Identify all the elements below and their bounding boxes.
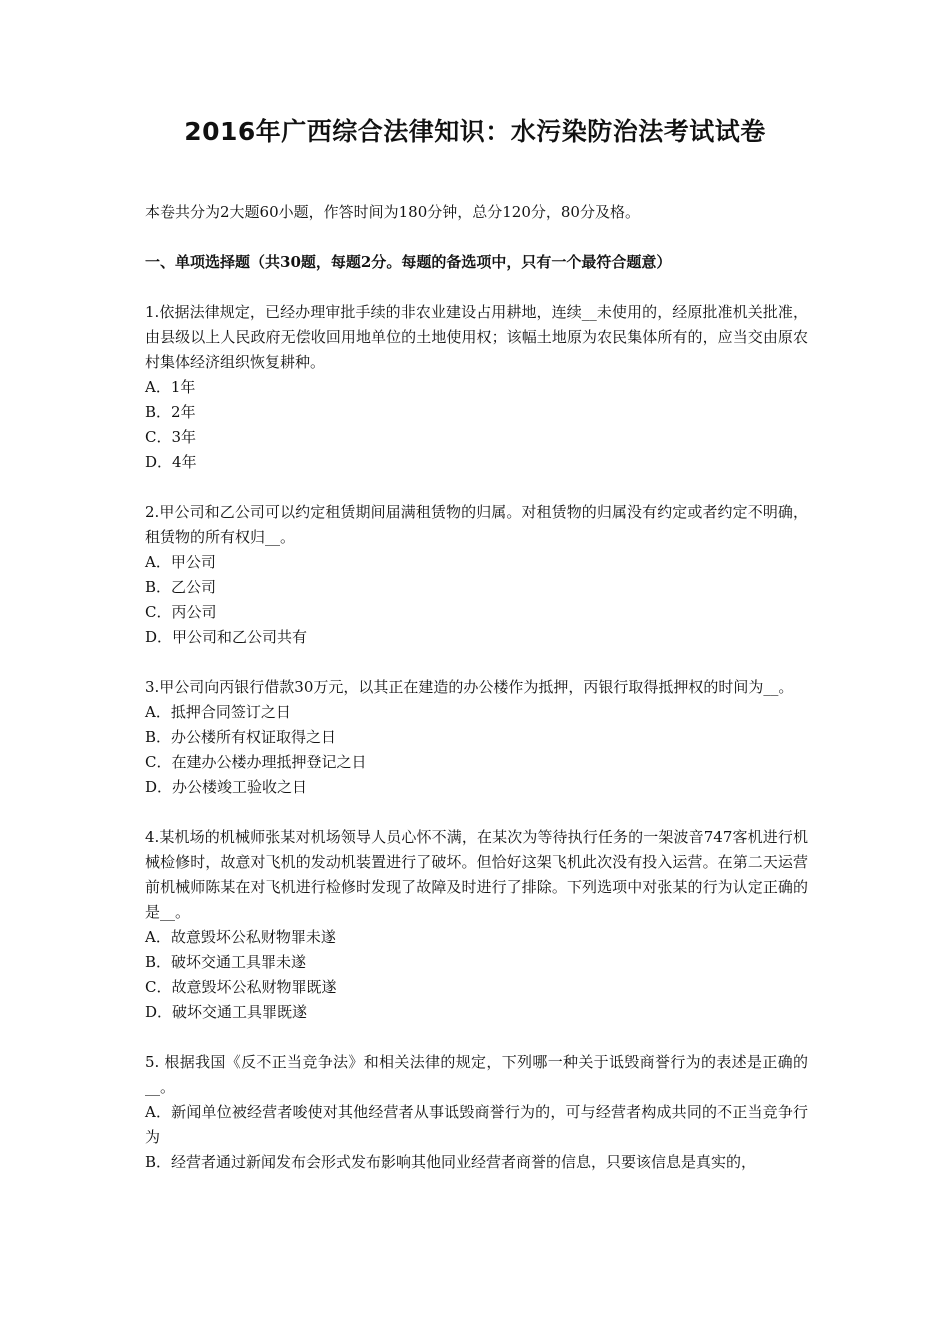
question-stem: 5. 根据我国《反不正当竞争法》和相关法律的规定，下列哪一种关于诋毁商誉行为的表述是正确的__。 bbox=[145, 1053, 808, 1096]
option-c: C．故意毁坏公私财物罪既遂 bbox=[145, 978, 337, 996]
question-stem: 2.甲公司和乙公司可以约定租赁期间届满租赁物的归属。对租赁物的归属没有约定或者约定不明确，租赁物的所有权归__。 bbox=[145, 503, 808, 546]
option-c: C．在建办公楼办理抵押登记之日 bbox=[145, 753, 367, 771]
exam-intro: 本卷共分为2大题60小题，作答时间为180分钟，总分120分，80分及格。 bbox=[145, 203, 640, 221]
question-list bbox=[145, 300, 808, 1200]
option-b: B．乙公司 bbox=[145, 578, 217, 596]
option-a: A．故意毁坏公私财物罪未遂 bbox=[145, 928, 336, 946]
option-a: A．甲公司 bbox=[145, 553, 216, 571]
question-stem: 3.甲公司向丙银行借款30万元，以其正在建造的办公楼作为抵押，丙银行取得抵押权的时间为__。 bbox=[145, 678, 794, 696]
option-a: A．1年 bbox=[145, 378, 196, 396]
option-b: B．经营者通过新闻发布会形式发布影响其他同业经营者商誉的信息，只要该信息是真实的， bbox=[145, 1153, 757, 1171]
section-heading: 一、单项选择题（共30题，每题2分。每题的备选项中，只有一个最符合题意） bbox=[145, 253, 672, 271]
question-3 bbox=[145, 675, 808, 800]
option-b: B．破坏交通工具罪未遂 bbox=[145, 953, 307, 971]
option-d: D．破坏交通工具罪既遂 bbox=[145, 1003, 308, 1021]
question-stem: 1.依据法律规定，已经办理审批手续的非农业建设占用耕地，连续__未使用的，经原批准机关批准，由县级以上人民政府无偿收回用地单位的土地使用权；该幅土地原为农民集体所有的，应当交由原农村集体经济组织恢复耕种。 bbox=[145, 303, 808, 371]
option-d: D．办公楼竣工验收之日 bbox=[145, 778, 308, 796]
question-4 bbox=[145, 825, 808, 1025]
option-d: D．甲公司和乙公司共有 bbox=[145, 628, 308, 646]
option-c: C．丙公司 bbox=[145, 603, 217, 621]
option-b: B．办公楼所有权证取得之日 bbox=[145, 728, 337, 746]
option-a: A．抵押合同签订之日 bbox=[145, 703, 291, 721]
question-2 bbox=[145, 500, 808, 650]
question-stem: 4.某机场的机械师张某对机场领导人员心怀不满，在某次为等待执行任务的一架波音747客机进行机械检修时，故意对飞机的发动机装置进行了破坏。但恰好这架飞机此次没有投入运营。在第二天运营前机械师陈某在对飞机进行检修时发现了故障及时进行了排除。下列选项中对张某的行为认定正确的是__。 bbox=[145, 828, 808, 921]
option-a: A．新闻单位被经营者唆使对其他经营者从事诋毁商誉行为的，可与经营者构成共同的不正当竞争行为 bbox=[145, 1103, 808, 1146]
question-5 bbox=[145, 1050, 808, 1175]
option-c: C．3年 bbox=[145, 428, 197, 446]
question-1 bbox=[145, 300, 808, 475]
option-b: B．2年 bbox=[145, 403, 196, 421]
option-d: D．4年 bbox=[145, 453, 197, 471]
document-title: 2016年广西综合法律知识：水污染防治法考试试卷 bbox=[184, 117, 766, 146]
